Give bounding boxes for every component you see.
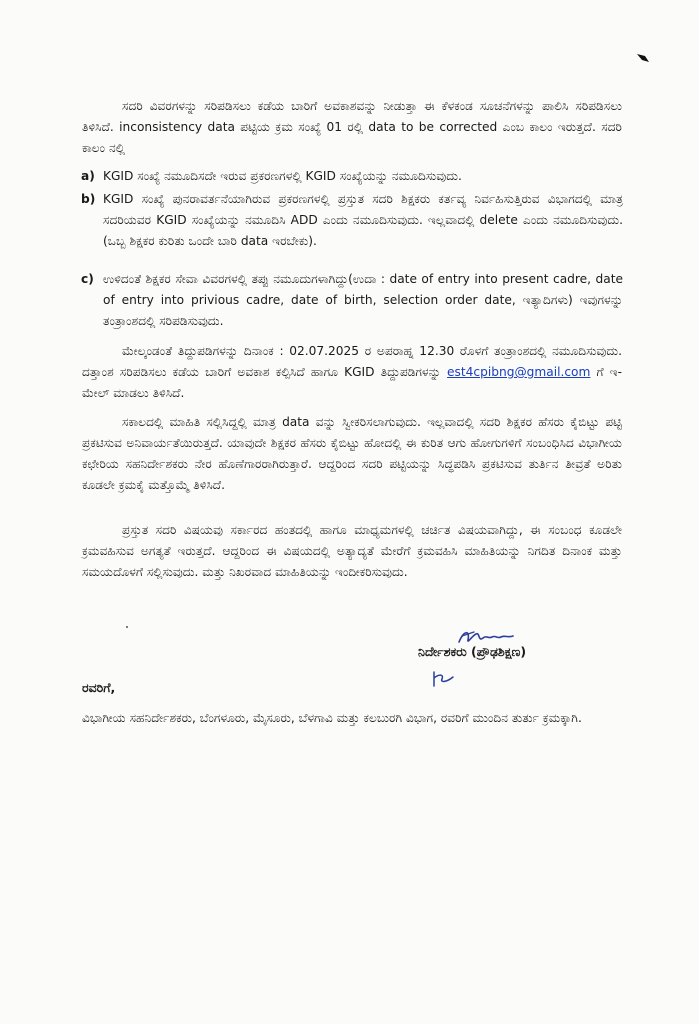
deadline-text: ಮೇಲ್ಕಂಡಂತೆ ತಿದ್ದುಪಡಿಗಳನ್ನು ದಿನಾಂಕ : 02.07.2025 ರ ಅಪರಾಹ್ನ 12.30 ರೊಳಗೆ ತಂತ್ರಾಂಶದಲ್ಲಿ ನಮೂದಿಸುವುದು. ದತ್ತಾಂಶ ಸರಿಪಡಿಸಲು ಕಡೆಯ ಬಾರಿಗೆ ಅವಕಾಶ ಕಲ್ಪಿಸಿದೆ ಹಾಗೂ KGID ತಿದ್ದುಪಡಿಗಳನ್ನು	[82, 344, 622, 379]
list-label-a: a)	[81, 169, 95, 183]
paragraph-deadline	[82, 341, 622, 404]
recipients-heading: ರವರಿಗೆ,	[82, 680, 116, 695]
list-item-a	[81, 166, 623, 187]
paragraph-timeliness: ಸಕಾಲದಲ್ಲಿ ಮಾಹಿತಿ ಸಲ್ಲಿಸಿದ್ದಲ್ಲಿ ಮಾತ್ರ data ವನ್ನು ಸ್ವೀಕರಿಸಲಾಗುವುದು. ಇಲ್ಲವಾದಲ್ಲಿ ಸದರಿ ಶಿಕ್ಷಕರ ಹೆಸರು ಕೈಬಿಟ್ಟು ಪಟ್ಟಿ ಪ್ರಕಟಿಸುವ ಅನಿವಾರ್ಯತೆಯಿರುತ್ತದೆ. ಯಾವುದೇ ಶಿಕ್ಷಕರ ಹೆಸರು ಕೈಬಿಟ್ಟು ಹೋದಲ್ಲಿ ಈ ಕುರಿತ ಆಗು ಹೋಗುಗಳಿಗೆ ಸಂಬಂಧಿಸಿದ ವಿಭಾಗೀಯ ಕಛೇರಿಯ ಸಹನಿರ್ದೇಶಕರು ನೇರ ಹೊಣೆಗಾರರಾಗಿರುತ್ತಾರೆ. ಆದ್ದರಿಂದ ಸದರಿ ಪಟ್ಟಿಯನ್ನು ಸಿದ್ಧಪಡಿಸಿ ಪ್ರಕಟಿಸುವ ತುರ್ತಿನ ತೀವ್ರತೆ ಅರಿತು ಕೂಡಲೇ ಕ್ರಮಕೈ ಮತ್ತೊಮ್ಮೆ ತಿಳಿಸಿದೆ.	[82, 415, 622, 492]
list-text-a: KGID ಸಂಖ್ಯೆ ನಮೂದಿಸದೇ ಇರುವ ಪ್ರಕರಣಗಳಲ್ಲಿ KGID ಸಂಖ್ಯೆಯನ್ನು ನಮೂದಿಸುವುದು.	[103, 169, 462, 183]
recipients-list: ವಿಭಾಗೀಯ ಸಹನಿರ್ದೇಶಕರು, ಬೆಂಗಳೂರು, ಮೈಸೂರು, ಬೆಳಗಾವಿ ಮತ್ತು ಕಲಬುರಗಿ ವಿಭಾಗ, ರವರಿಗೆ ಮುಂದಿನ ತುರ್ತು ಕ್ರಮಕ್ಕಾಗಿ.	[82, 711, 582, 725]
signatory-designation: ನಿರ್ದೇಶಕರು (ಪ್ರೌಢಶಿಕ್ಷಣ)	[418, 644, 527, 659]
list-label-c: c)	[81, 272, 94, 286]
list-label-b: b)	[81, 192, 96, 206]
list-text-b: KGID ಸಂಖ್ಯೆ ಪುನರಾವರ್ತನೆಯಾಗಿರುವ ಪ್ರಕರಣಗಳಲ್ಲಿ ಪ್ರಸ್ತುತ ಸದರಿ ಶಿಕ್ಷಕರು ಕರ್ತವ್ಯ ನಿರ್ವಹಿಸುತ್ತಿರುವ ವಿಭಾಗದಲ್ಲಿ ಮಾತ್ರ ಸದರಿಯವರ KGID ಸಂಖ್ಯೆಯನ್ನು ನಮೂದಿಸಿ ADD ಎಂದು ನಮೂದಿಸುವುದು. ಇಲ್ಲವಾದಲ್ಲಿ delete ಎಂದು ನಮೂದಿಸುವುದು. (ಒಬ್ಬ ಶಿಕ್ಷಕರ ಕುರಿತು ಒಂದೇ ಬಾರಿ data ಇರಬೇಕು).	[103, 192, 623, 248]
initials-mark	[430, 670, 456, 688]
stray-dot	[126, 626, 128, 628]
list-item-b	[81, 189, 623, 252]
list-item-c	[81, 269, 623, 332]
paragraph-instructions-intro: ಸದರಿ ವಿವರಗಳನ್ನು ಸರಿಪಡಿಸಲು ಕಡೆಯ ಬಾರಿಗೆ ಅವಕಾಶವನ್ನು ನೀಡುತ್ತಾ ಈ ಕೆಳಕಂಡ ಸೂಚನೆಗಳನ್ನು ಪಾಲಿಸಿ ಸರಿಪಡಿಸಲು ತಿಳಿಸಿದೆ. inconsistency data ಪಟ್ಟಿಯ ಕ್ರಮ ಸಂಖ್ಯೆ 01 ರಲ್ಲಿ data to be corrected ಎಂಬ ಕಾಲಂ ಇರುತ್ತದೆ. ಸದರಿ ಕಾಲಂ ನಲ್ಲಿ	[82, 99, 622, 155]
email-link[interactable]: est4cpibng@gmail.com	[447, 365, 591, 379]
paragraph-urgency: ಪ್ರಸ್ತುತ ಸದರಿ ವಿಷಯವು ಸರ್ಕಾರದ ಹಂತದಲ್ಲಿ ಹಾಗೂ ಮಾಧ್ಯಮಗಳಲ್ಲಿ ಚರ್ಚಿತ ವಿಷಯವಾಗಿದ್ದು, ಈ ಸಂಬಂಧ ಕೂಡಲೇ ಕ್ರಮವಹಿಸುವ ಅಗತ್ಯತೆ ಇರುತ್ತದೆ. ಆದ್ದರಿಂದ ಈ ವಿಷಯದಲ್ಲಿ ಅತ್ಯಾದ್ಯತೆ ಮೇರೆಗೆ ಕ್ರಮವಹಿಸಿ ಮಾಹಿತಿಯನ್ನು ನಿಗದಿತ ದಿನಾಂಕ ಮತ್ತು ಸಮಯದೊಳಗೆ ಸಲ್ಲಿಸುವುದು. ಮತ್ತು ನಿಖರವಾದ ಮಾಹಿತಿಯನ್ನು ಇಂದೀಕರಿಸುವುದು.	[82, 523, 622, 579]
list-text-c: ಉಳಿದಂತೆ ಶಿಕ್ಷಕರ ಸೇವಾ ವಿವರಗಳಲ್ಲಿ ತಪ್ಪು ನಮೂದುಗಳಾಗಿದ್ದು(ಉದಾ : date of entry into present cadre, date of entry into privious cadre, date of birth, selection order date, ಇತ್ಯಾದಿಗಳು) ಇವುಗಳನ್ನು ತಂತ್ರಾಂಶದಲ್ಲಿ ಸರಿಪಡಿಸುವುದು.	[103, 272, 623, 328]
corner-ink-mark	[636, 52, 650, 64]
deadline-text-end: ಗೆ ಇ-ಮೇಲ್ ಮಾಡಲು ತಿಳಿಸಿದೆ.	[82, 365, 622, 400]
